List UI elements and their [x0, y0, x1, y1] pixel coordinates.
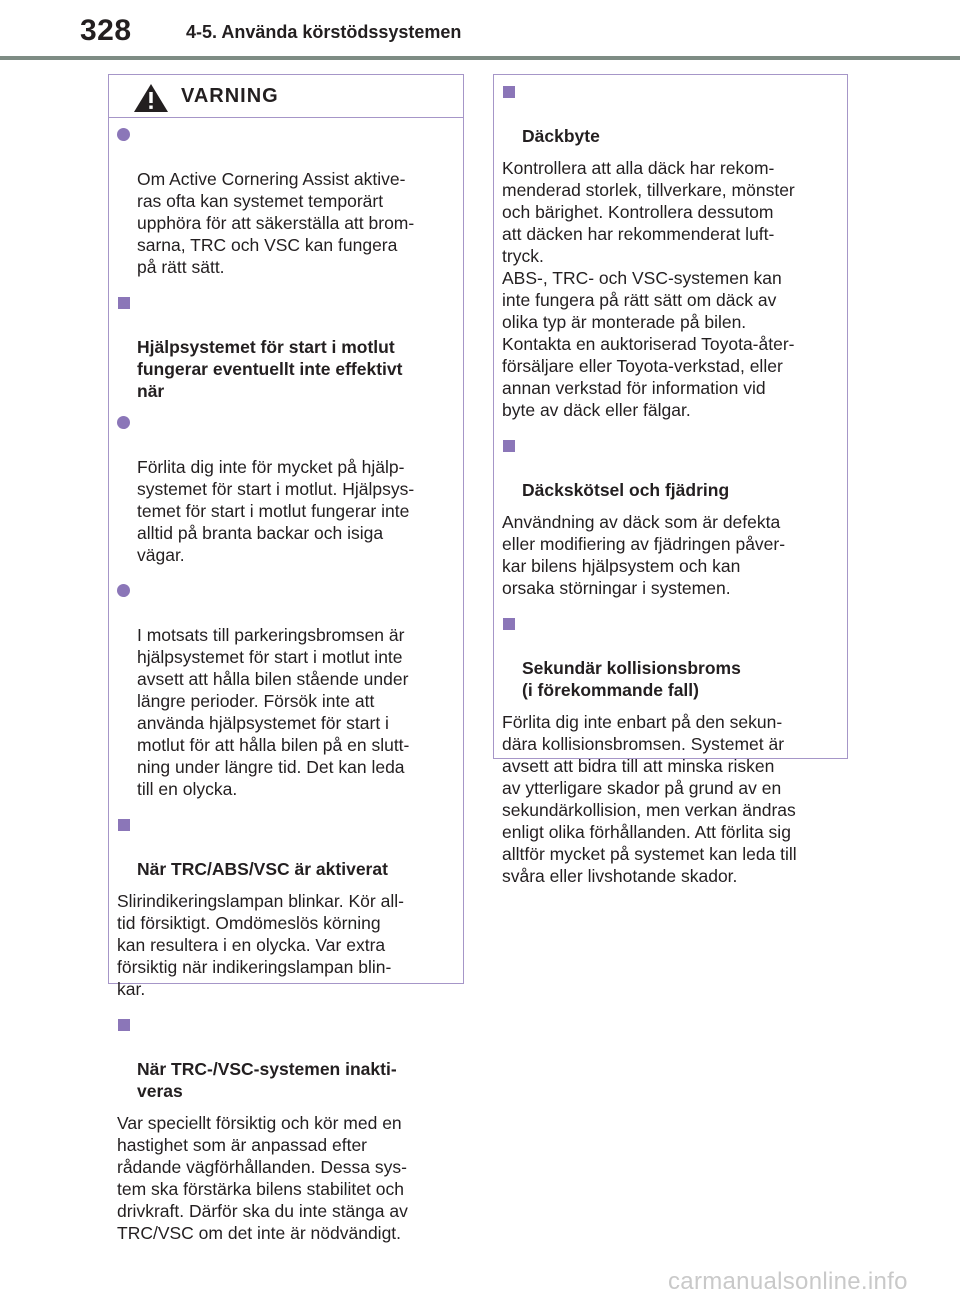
bullet-text: I motsats till parkeringsbromsen är hjälpsystemet för start i motlut inte avsett att hålla bilen stående under längre perioder. Försök inte att använda hjälpsystemet för start i motlut för att hålla bilen på en slutt- ning under längre tid. Det kan leda till en olycka.	[137, 625, 410, 799]
warning-bullet	[117, 580, 455, 800]
info-content	[494, 75, 847, 887]
info-subheading	[502, 613, 839, 701]
info-paragraph: Kontrollera att alla däck har rekom- menderad storlek, tillverkare, mönster och bärighet. Kontrollera dessutom att däcken har rekommenderat luft- tryck. ABS-, TRC- och VSC-systemen kan inte fungera på rätt sätt om däck av olika typ är monterade på bilen. Kontakta en auktoriserad Toyota-åter- försäljare eller Toyota-verkstad, eller annan verkstad för information vid byte av däck eller fälgar.	[502, 158, 795, 420]
bullet-text: Förlita dig inte för mycket på hjälp- systemet för start i motlut. Hjälpsys- temet för start i motlut fungerar inte alltid på branta backar och isiga vägar.	[137, 457, 415, 565]
subheading-text: Hjälpsystemet för start i motlut fungerar eventuellt inte effektivt när	[137, 337, 403, 401]
watermark[interactable]: carmanualsonline.info	[668, 1268, 908, 1295]
section-title: 4-5. Använda körstödssystemen	[186, 22, 462, 42]
square-bullet-icon	[118, 819, 130, 831]
bullet-dot-icon	[117, 416, 130, 429]
warning-triangle-icon	[133, 83, 169, 113]
warning-subheading	[117, 292, 455, 402]
subheading-text: När TRC-/VSC-systemen inakti- veras	[137, 1059, 397, 1101]
warning-header	[109, 75, 463, 118]
warning-box	[108, 74, 464, 1243]
square-bullet-icon	[118, 1019, 130, 1031]
warning-bullet	[117, 412, 455, 566]
info-box	[493, 74, 848, 886]
bullet-text: Om Active Cornering Assist aktive- ras ofta kan systemet temporärt upphöra för att säkerställa att brom- sarna, TRC och VSC kan fungera på rätt sätt.	[137, 169, 415, 277]
warning-subheading	[117, 814, 455, 880]
subheading-text: Däckskötsel och fjädring	[522, 480, 730, 500]
subheading-text: Däckbyte	[522, 126, 600, 146]
page-number: 328	[80, 14, 132, 47]
warning-paragraph: Slirindikeringslampan blinkar. Kör all- tid försiktigt. Omdömeslös körning kan resultera i en olycka. Var extra försiktig när indikeringslampan blin- kar.	[117, 891, 404, 999]
square-bullet-icon	[503, 440, 515, 452]
warning-label: VARNING	[181, 85, 279, 107]
info-paragraph: Användning av däck som är defekta eller modifiering av fjädringen påver- kar bilens hjälpsystem och kan orsaka störningar i systemen.	[502, 512, 786, 598]
warning-content	[109, 118, 463, 1244]
bullet-dot-icon	[117, 584, 130, 597]
info-paragraph: Förlita dig inte enbart på den sekun- dära kollisionsbromsen. Systemet är avsett att bidra till att minska risken av ytterligare skador på grund av en sekundärkollision, men verkan ändras enligt olika förhållanden. Att förlita sig alltför mycket på systemet kan leda till svåra eller livshotande skador.	[502, 712, 797, 886]
subheading-text: Sekundär kollisionsbroms (i förekommande fall)	[522, 658, 741, 700]
bullet-dot-icon	[117, 128, 130, 141]
warning-paragraph: Var speciellt försiktig och kör med en hastighet som är anpassad efter rådande vägförhållanden. Dessa sys- tem ska förstärka bilens stabilitet och drivkraft. Därför ska du inte stänga av TRC/VSC om det inte är nödvändigt.	[117, 1113, 408, 1243]
page-header	[0, 0, 960, 62]
warning-subheading	[117, 1014, 455, 1102]
square-bullet-icon	[503, 618, 515, 630]
info-subheading	[502, 81, 839, 147]
header-divider	[0, 56, 960, 60]
info-subheading	[502, 435, 839, 501]
square-bullet-icon	[503, 86, 515, 98]
subheading-text: När TRC/ABS/VSC är aktiverat	[137, 859, 388, 879]
square-bullet-icon	[118, 297, 130, 309]
warning-bullet	[117, 124, 455, 278]
